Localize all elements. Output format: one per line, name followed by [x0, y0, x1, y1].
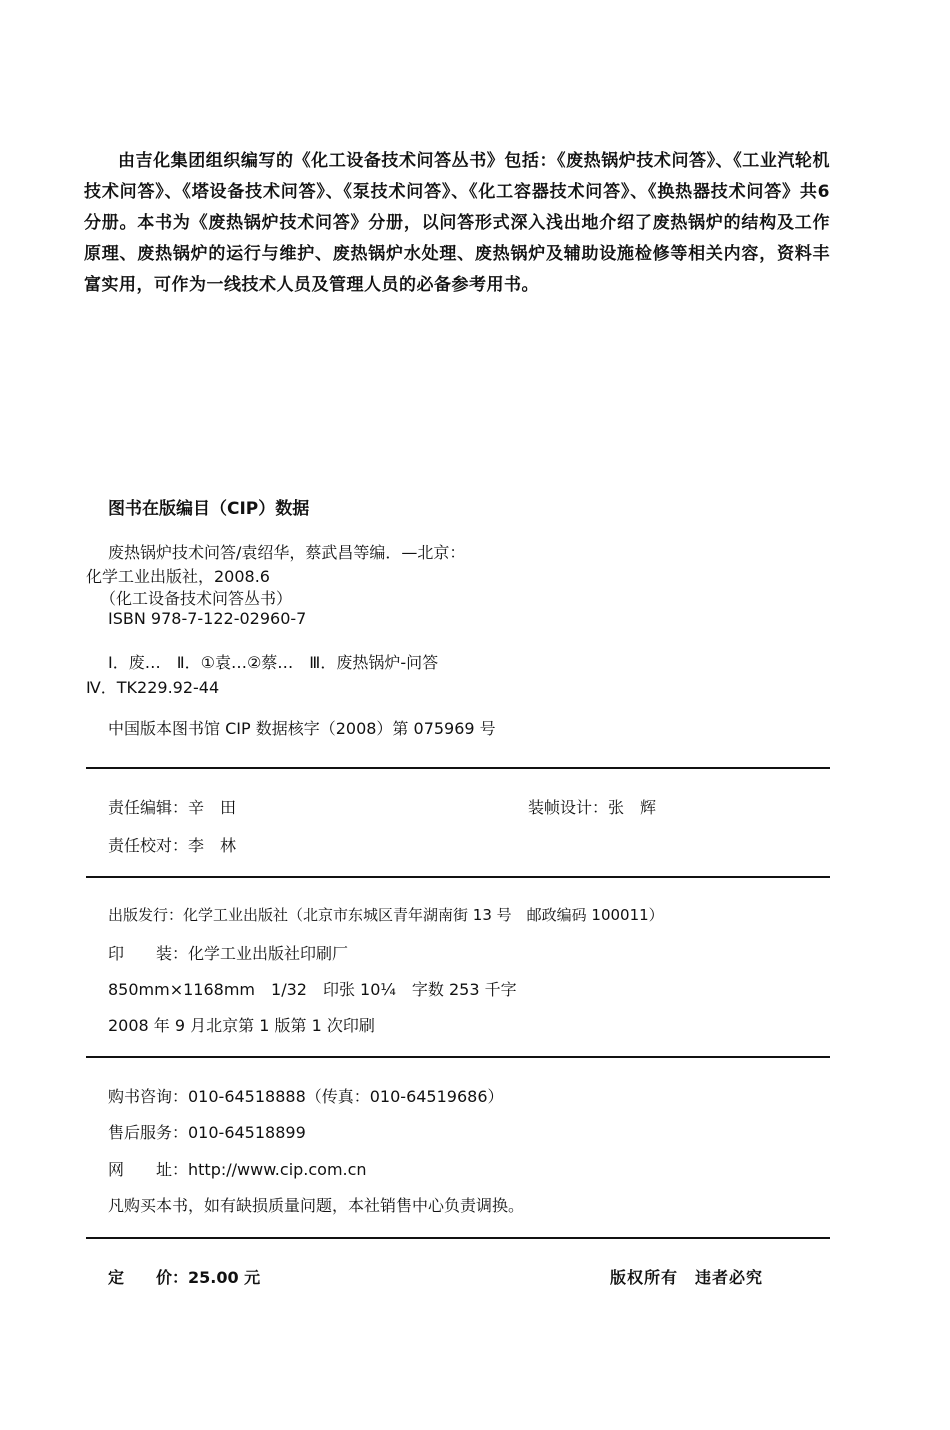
website-address: 网 址：http://www.cip.com.cn [108, 1160, 367, 1179]
cip-line-2: 化学工业出版社，2008.6 [86, 567, 270, 586]
price: 定 价：25.00 元 [108, 1268, 261, 1287]
divider [86, 876, 830, 878]
responsible-proofreader: 责任校对：李 林 [108, 836, 237, 855]
cip-line-3: （化工设备技术问答丛书） [100, 589, 293, 608]
copyright-notice: 版权所有 违者必究 [610, 1268, 764, 1287]
purchase-contact: 购书咨询：010-64518888（传真：010-64519686） [108, 1087, 504, 1106]
printer-info: 印 装：化学工业出版社印刷厂 [108, 944, 349, 963]
divider [86, 1237, 830, 1239]
cover-designer: 装帧设计：张 辉 [528, 798, 657, 817]
cip-classification-2: Ⅳ．TK229.92-44 [86, 678, 220, 697]
cip-record-number: 中国版本图书馆 CIP 数据核字（2008）第 075969 号 [108, 719, 496, 738]
publisher-info: 出版发行：化学工业出版社（北京市东城区青年湖南街 13 号 邮政编码 100011） [108, 906, 664, 924]
series-introduction [84, 146, 830, 301]
cip-isbn: ISBN 978-7-122-02960-7 [108, 609, 307, 628]
introduction-paragraph: 由吉化集团组织编写的《化工设备技术问答丛书》包括：《废热锅炉技术问答》、《工业汽轮机技术问答》、《塔设备技术问答》、《泵技术问答》、《化工容器技术问答》、《换热器技术问答》共6分册。本书为《废热锅炉技术问答》分册，以问答形式深入浅出地介绍了废热锅炉的结构及工作原理、废热锅炉的运行与维护、废热锅炉水处理、废热锅炉及辅助设施检修等相关内容，资料丰富实用，可作为一线技术人员及管理人员的必备参考用书。 [84, 151, 830, 295]
divider [86, 1056, 830, 1058]
cip-line-1: 废热锅炉技术问答/袁绍华，蔡武昌等编．—北京： [108, 543, 466, 562]
divider [86, 767, 830, 769]
cip-title: 图书在版编目（CIP）数据 [108, 499, 310, 519]
format-info: 850mm×1168mm 1/32 印张 10¼ 字数 253 千字 [108, 980, 517, 999]
cip-classification-1: Ⅰ．废… Ⅱ．①袁…②蔡… Ⅲ．废热锅炉-问答 [108, 653, 439, 672]
responsible-editor: 责任编辑：辛 田 [108, 798, 237, 817]
after-sales-contact: 售后服务：010-64518899 [108, 1123, 306, 1142]
edition-info: 2008 年 9 月北京第 1 版第 1 次印刷 [108, 1016, 375, 1035]
exchange-notice: 凡购买本书，如有缺损质量问题，本社销售中心负责调换。 [108, 1196, 525, 1215]
